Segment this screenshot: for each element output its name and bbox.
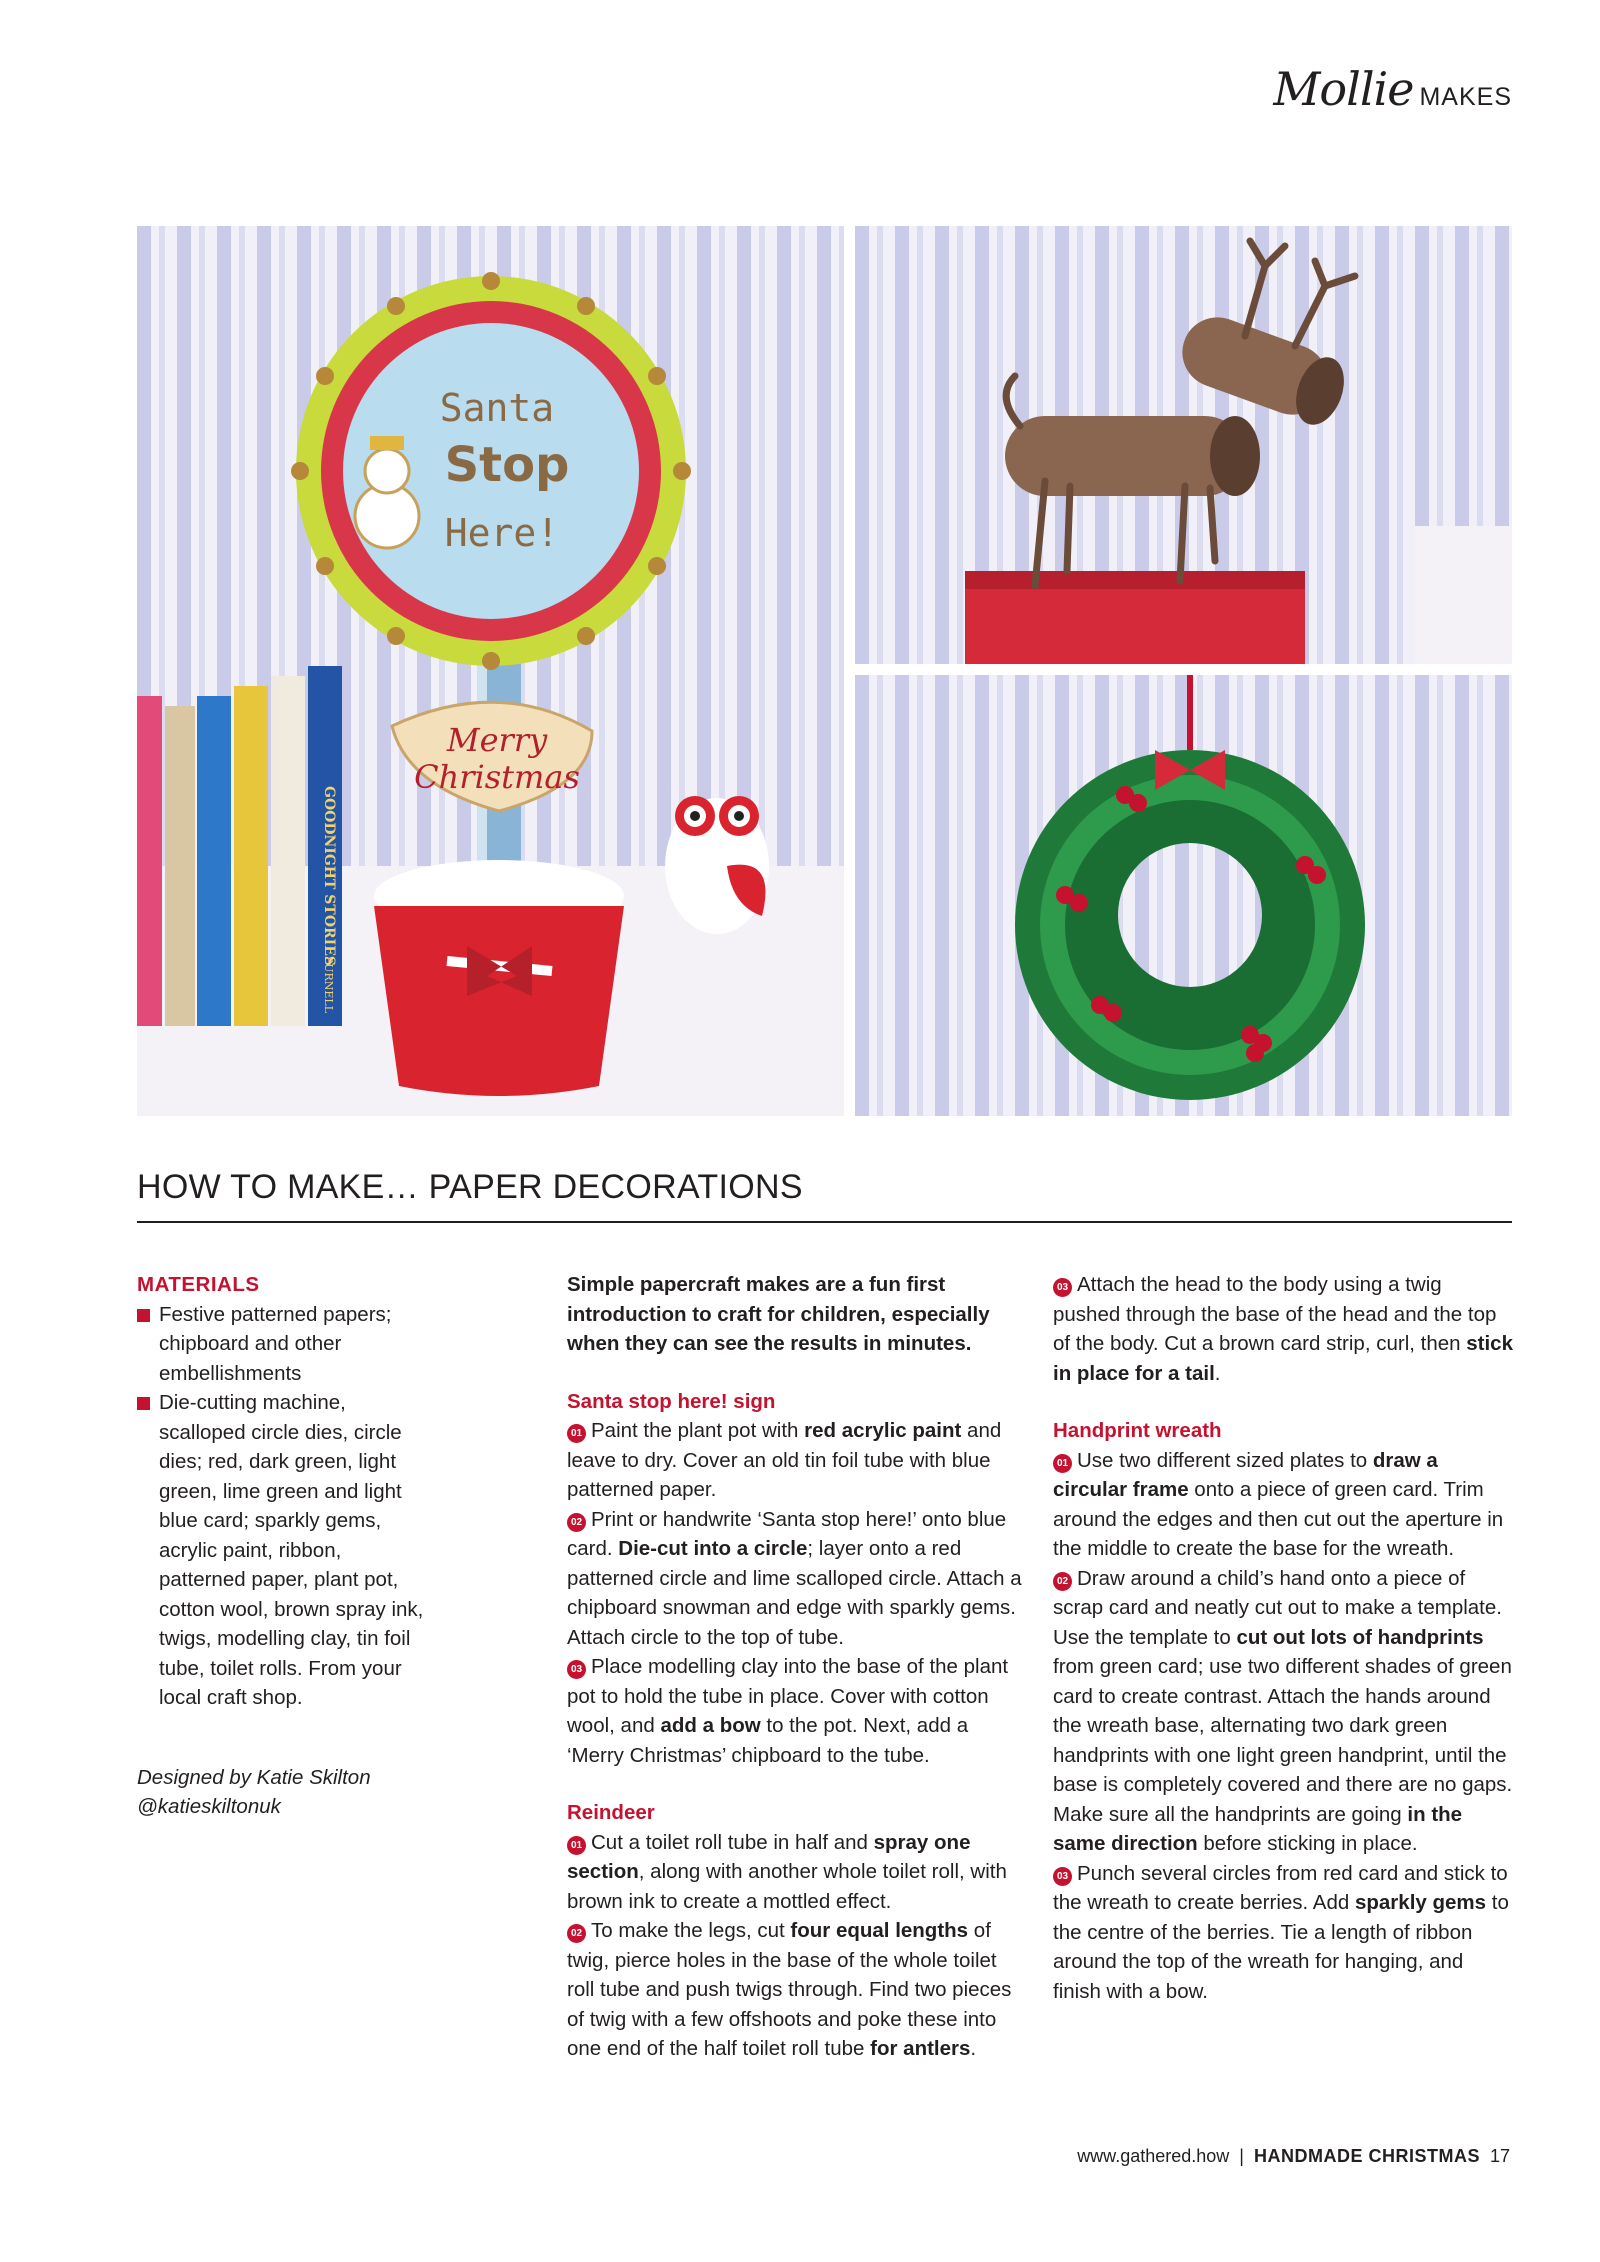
wreath-step-1: 01 Use two different sized plates to draw a circular frame onto a piece of green card. Trim around the edges and then cut out the aperture in the middle to create the base for the wreath. [1053,1448,1504,1560]
brand-makes: MAKES [1419,83,1512,111]
wreath-step-3: 03 Punch several circles from red card and stick to the wreath to create berries. Add sparkly gems to the centre of the berries. Tie a length of ribbon around the top of the wreath for hanging, and finish with a bow. [1053,1861,1509,2003]
reindeer-step-3: 03 Attach the head to the body using a twig pushed through the base of the head and the top of the body. Cut a brown card strip, curl, then stick in place for a tail. [1053,1273,1513,1385]
page-number: 17 [1489,2146,1510,2166]
book-title-2: PURNELL [322,956,335,1014]
materials-column [137,1270,427,1822]
step-number-badge: 02 [567,1513,586,1532]
instructions-column-3 [1053,1270,1513,2006]
reindeer-step-2: 02 To make the legs, cut four equal lengths of twig, pierce holes in the base of the whole toilet roll tube and push twigs through. Find two pieces of twig with a few offshoots and poke these into one end of the half toilet roll tube for antlers. [567,1919,1012,2060]
materials-title: MATERIALS [137,1273,260,1296]
section-title-wreath: Handprint wreath [1053,1419,1222,1442]
step-number-badge: 03 [1053,1867,1072,1886]
intro-text: Simple papercraft makes are a fun first introduction to craft for children, especially when they can see the results in minutes. [567,1273,990,1355]
footer-separator: | [1239,2146,1244,2166]
materials-item: Die-cutting machine, scalloped circle dies, circle dies; red, dark green, light green, lime green and light blue card; sparkly gems, acrylic paint, ribbon, patterned paper, plant pot, cotton wool, brown spray ink, twigs, modelling clay, tin foil tube, toilet rolls. From your local craft shop. [137,1388,427,1713]
step-number-badge: 03 [1053,1278,1072,1297]
wreath-step-2: 02 Draw around a child’s hand onto a piece of scrap card and neatly cut out to make a template. Use the template to cut out lots of handprints from green card; use two different shades of green card to create contrast. Attach the hands around the wreath base, alternating two dark green handprints with one light green handprint, until the base is completely covered and there are no gaps. Make sure all the handprints are going in the same direction before sticking in place. [1053,1566,1513,1855]
photo-santa-sign [137,226,844,1116]
tag-line-2: Christmas [414,758,580,796]
step-number-badge: 03 [567,1660,586,1679]
page-footer [1077,2146,1510,2167]
photo-reindeer [855,226,1512,664]
sign-step-3: 03 Place modelling clay into the base of the plant pot to hold the tube in place. Cover with cotton wool, and add a bow to the pot. Next, add a ‘Merry Christmas’ chipboard to the tube. [567,1655,1009,1767]
materials-item: Festive patterned papers; chipboard and other embellishments [137,1300,427,1389]
tag-line-1: Merry [446,721,548,759]
step-number-badge: 01 [567,1836,586,1855]
footer-url[interactable]: www.gathered.how [1077,2146,1230,2166]
sign-line-3: Here! [444,511,560,555]
step-number-badge: 02 [1053,1572,1072,1591]
sign-step-1: 01 Paint the plant pot with red acrylic paint and leave to dry. Cover an old tin foil tube with blue patterned paper. [567,1419,1002,1501]
instructions-column-2 [567,1270,1027,2064]
footer-publication: HANDMADE CHRISTMAS [1253,2146,1480,2166]
step-number-badge: 01 [567,1424,586,1443]
designer-name: Designed by Katie Skilton [137,1765,371,1789]
santa-sign-illustration [137,226,844,1116]
section-title-sign: Santa stop here! sign [567,1389,776,1413]
photo-wreath [855,675,1512,1116]
page-heading: HOW TO MAKE… PAPER DECORATIONS [137,1168,1512,1223]
wreath-illustration [855,675,1512,1116]
reindeer-step-1: 01 Cut a toilet roll tube in half and spray one section, along with another whole toilet roll, with brown ink to create a mottled effect. [567,1830,1007,1913]
sign-step-2: 02 Print or handwrite ‘Santa stop here!’ onto blue card. Die-cut into a circle; layer onto a red patterned circle and lime scalloped circle. Attach a chipboard snowman and edge with sparkly gems. Attach circle to the top of tube. [567,1507,1022,1649]
materials-list [137,1300,427,1713]
step-number-badge: 02 [567,1924,586,1943]
section-title-reindeer: Reindeer [567,1801,655,1824]
brand-logo [1273,62,1512,116]
sign-line-1: Santa [439,386,555,430]
designer-credit [137,1763,427,1822]
step-number-badge: 01 [1053,1454,1072,1473]
reindeer-illustration [855,226,1512,664]
brand-script: Mollie [1273,62,1414,116]
designer-handle: @katieskiltonuk [137,1795,281,1818]
sign-line-2: Stop [444,437,570,493]
book-title-1: GOODNIGHT STORIES [321,786,337,966]
